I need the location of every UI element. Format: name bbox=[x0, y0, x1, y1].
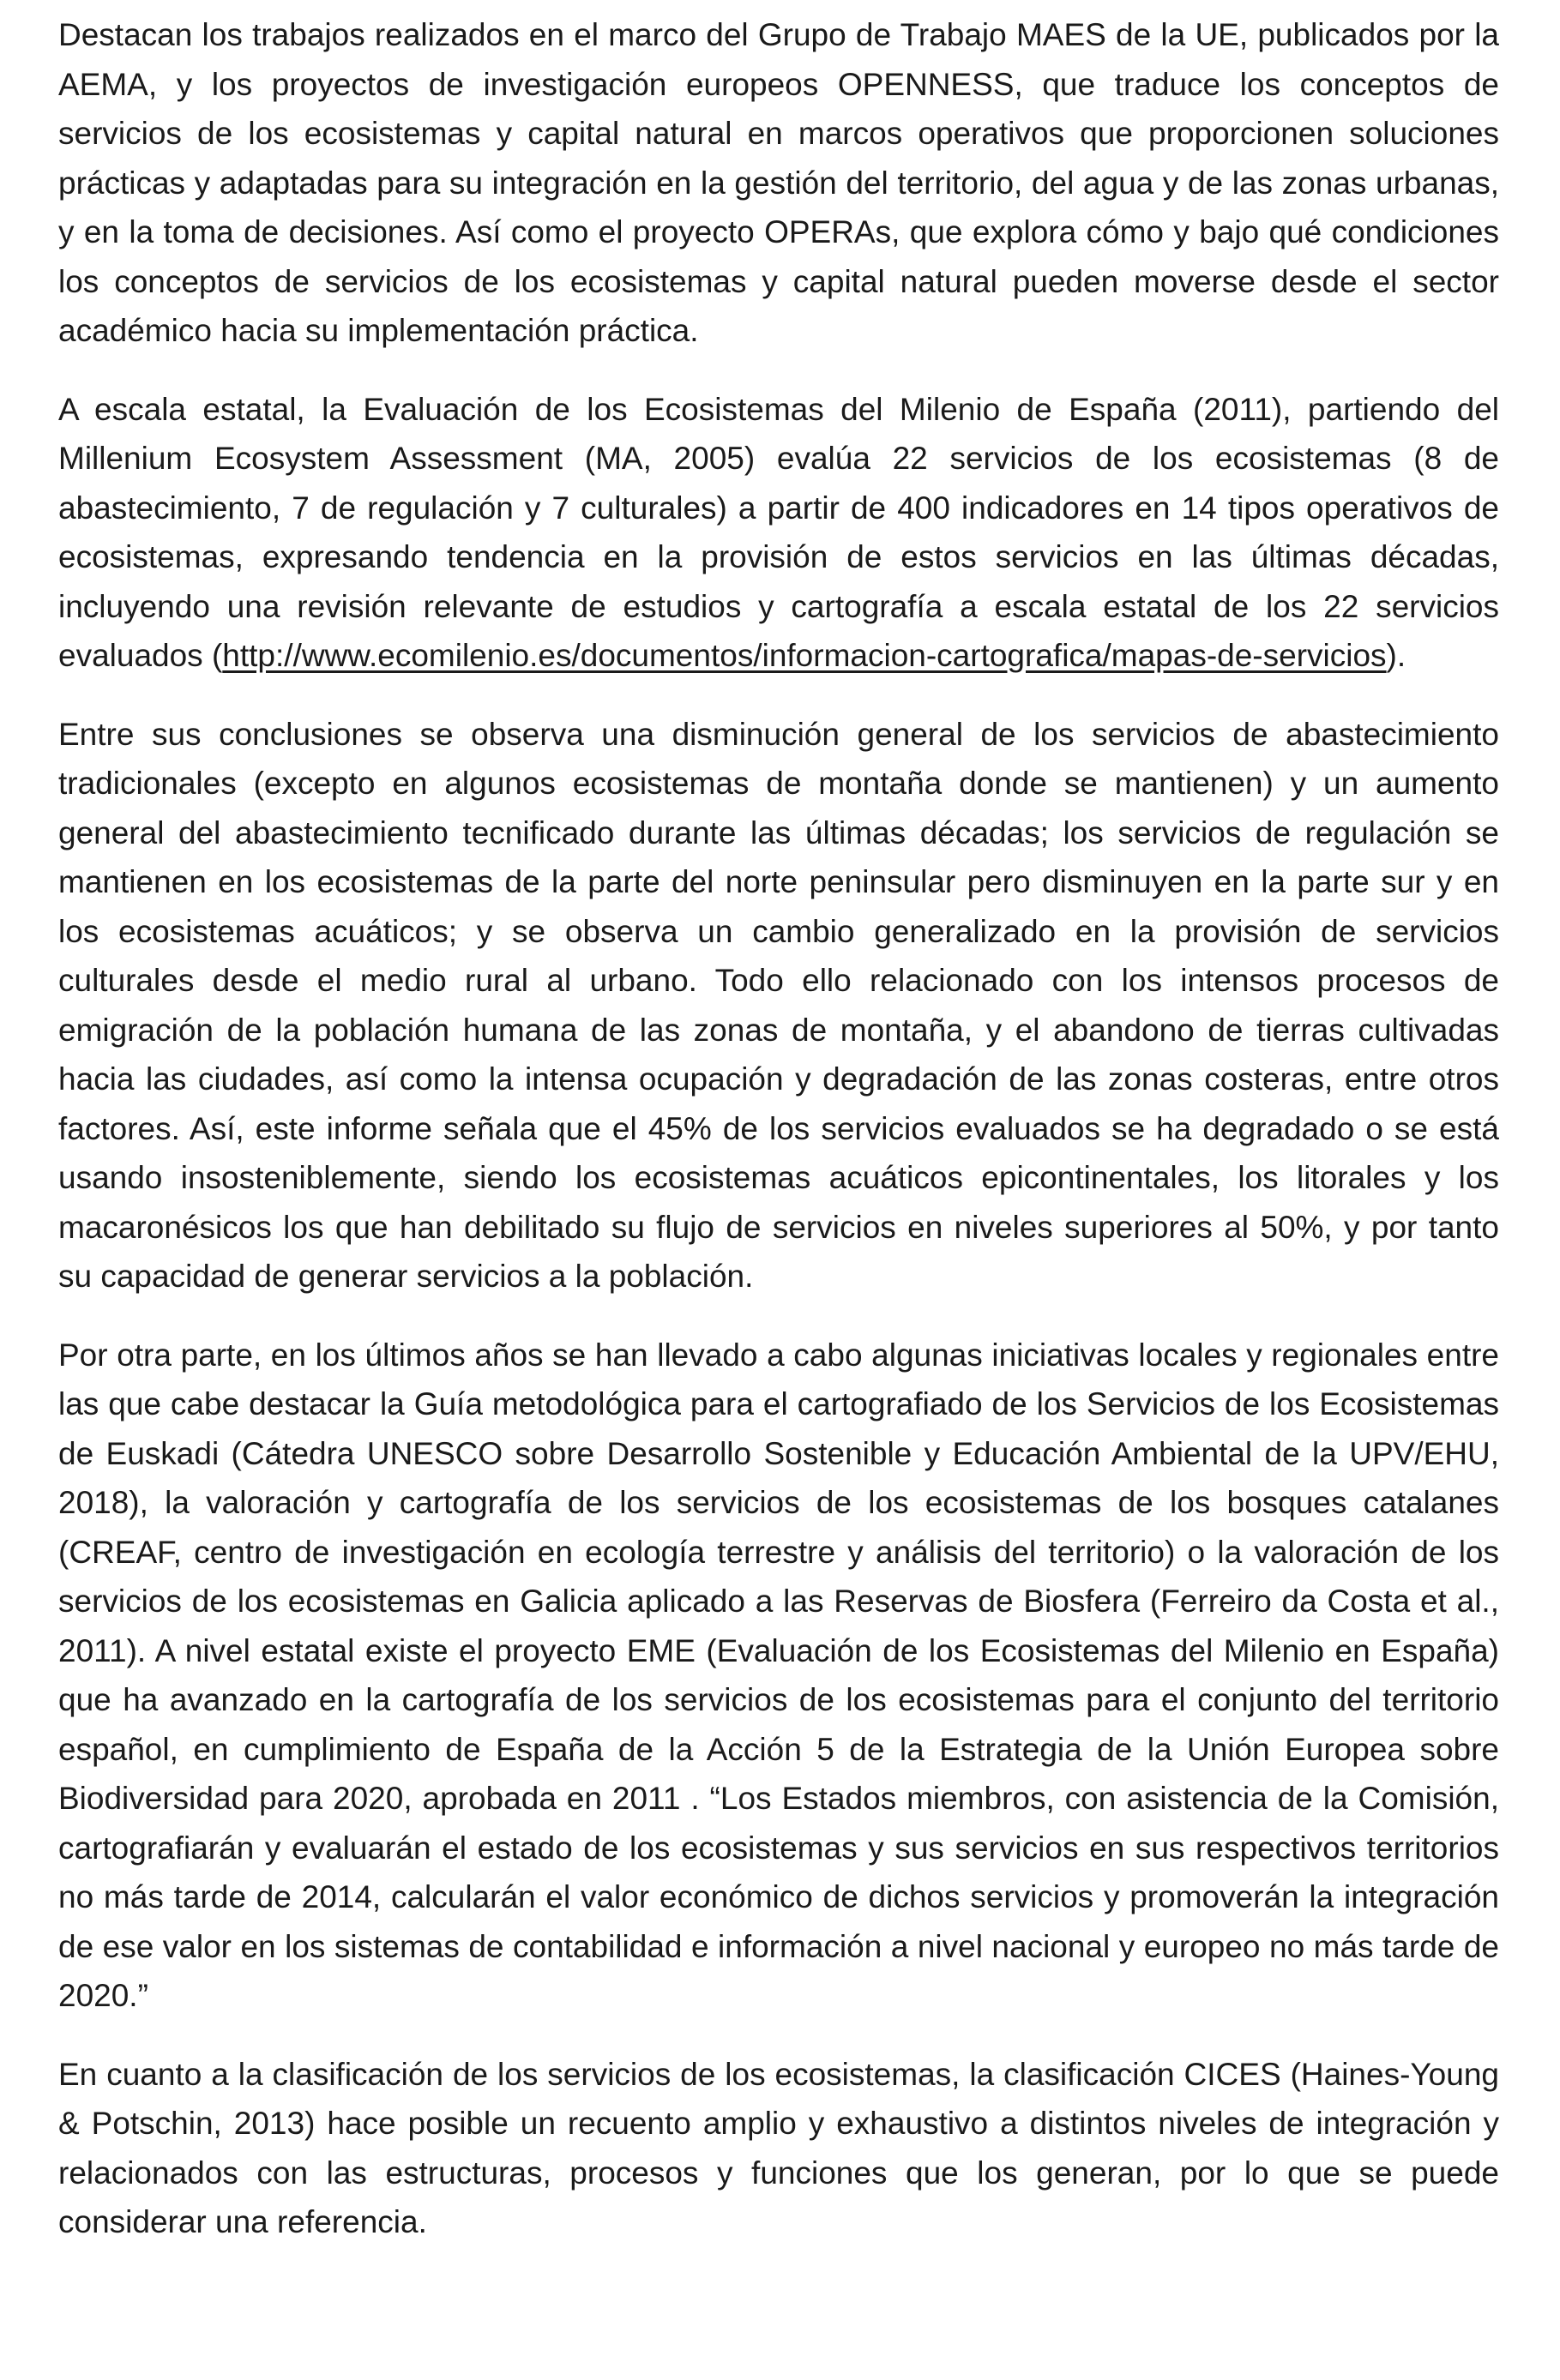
ecomilenio-link[interactable]: http://www.ecomilenio.es/documentos/informacion-cartografica/mapas-de-servicios bbox=[222, 638, 1387, 673]
paragraph-eme-text: A escala estatal, la Evaluación de los Ecosistemas del Milenio de España (2011), partiendo del Millenium Ecosystem Assessment (MA, 2005) evalúa 22 servicios de los ecosistemas (8 de abastecimiento, 7 de regulación y 7 culturales) a partir de 400 indicadores en 14 tipos operativos de ecosistemas, expresando tendencia en la provisión de estos servicios en las últimas décadas, incluyendo una revisión relevante de estudios y cartografía a escala estatal de los 22 servicios evaluados ( bbox=[58, 391, 1499, 673]
paragraph-conclusions: Entre sus conclusiones se observa una disminución general de los servicios de abastecimiento tradicionales (excepto en algunos ecosistemas de montaña donde se mantienen) y un aumento general del abastecimiento tecnificado durante las últimas décadas; los servicios de regulación se mantienen en los ecosistemas de la parte del norte peninsular pero disminuyen en la parte sur y en los ecosistemas acuáticos; y se observa un cambio generalizado en la provisión de servicios culturales desde el medio rural al urbano. Todo ello relacionado con los intensos procesos de emigración de la población humana de las zonas de montaña, y el abandono de tierras cultivadas hacia las ciudades, así como la intensa ocupación y degradación de las zonas costeras, entre otros factores. Así, este informe señala que el 45% de los servicios evaluados se ha degradado o se está usando insosteniblemente, siendo los ecosistemas acuáticos epicontinentales, los litorales y los macaronésicos los que han debilitado su flujo de servicios en niveles superiores al 50%, y por tanto su capacidad de generar servicios a la población. bbox=[58, 716, 1499, 1294]
paragraph-maes-openness: Destacan los trabajos realizados en el marco del Grupo de Trabajo MAES de la UE, publicados por la AEMA, y los proyectos de investigación europeos OPENNESS, que traduce los conceptos de servicios de los ecosistemas y capital natural en marcos operativos que proporcionen soluciones prácticas y adaptadas para su integración en la gestión del territorio, del agua y de las zonas urbanas, y en la toma de decisiones. Así como el proyecto OPERAs, que explora cómo y bajo qué condiciones los conceptos de servicios de los ecosistemas y capital natural pueden moverse desde el sector académico hacia su implementación práctica. bbox=[58, 17, 1499, 348]
paragraph-cices-classification: En cuanto a la clasificación de los servicios de los ecosistemas, la clasificación CICES (Haines-Young & Potschin, 2013) hace posible un recuento amplio y exhaustivo a distintos niveles de integración y relacionados con las estructuras, procesos y funciones que los generan, por lo que se puede considerar una referencia. bbox=[58, 2056, 1499, 2239]
paragraph-eme-evaluation bbox=[58, 385, 1499, 681]
document-page bbox=[58, 10, 1499, 2276]
paragraph-eme-text-end: ). bbox=[1386, 638, 1406, 673]
paragraph-regional-initiatives: Por otra parte, en los últimos años se han llevado a cabo algunas iniciativas locales y regionales entre las que cabe destacar la Guía metodológica para el cartografiado de los Servicios de los Ecosistemas de Euskadi (Cátedra UNESCO sobre Desarrollo Sostenible y Educación Ambiental de la UPV/EHU, 2018), la valoración y cartografía de los servicios de los ecosistemas de los bosques catalanes (CREAF, centro de investigación en ecología terrestre y análisis del territorio) o la valoración de los servicios de los ecosistemas en Galicia aplicado a las Reservas de Biosfera (Ferreiro da Costa et al., 2011). A nivel estatal existe el proyecto EME (Evaluación de los Ecosistemas del Milenio en España) que ha avanzado en la cartografía de los servicios de los ecosistemas para el conjunto del territorio español, en cumplimiento de España de la Acción 5 de la Estrategia de la Unión Europea sobre Biodiversidad para 2020, aprobada en 2011 . “Los Estados miembros, con asistencia de la Comisión, cartografiarán y evaluarán el estado de los ecosistemas y sus servicios en sus respectivos territorios no más tarde de 2014, calcularán el valor económico de dichos servicios y promoverán la integración de ese valor en los sistemas de contabilidad e información a nivel nacional y europeo no más tarde de 2020.” bbox=[58, 1337, 1499, 2013]
